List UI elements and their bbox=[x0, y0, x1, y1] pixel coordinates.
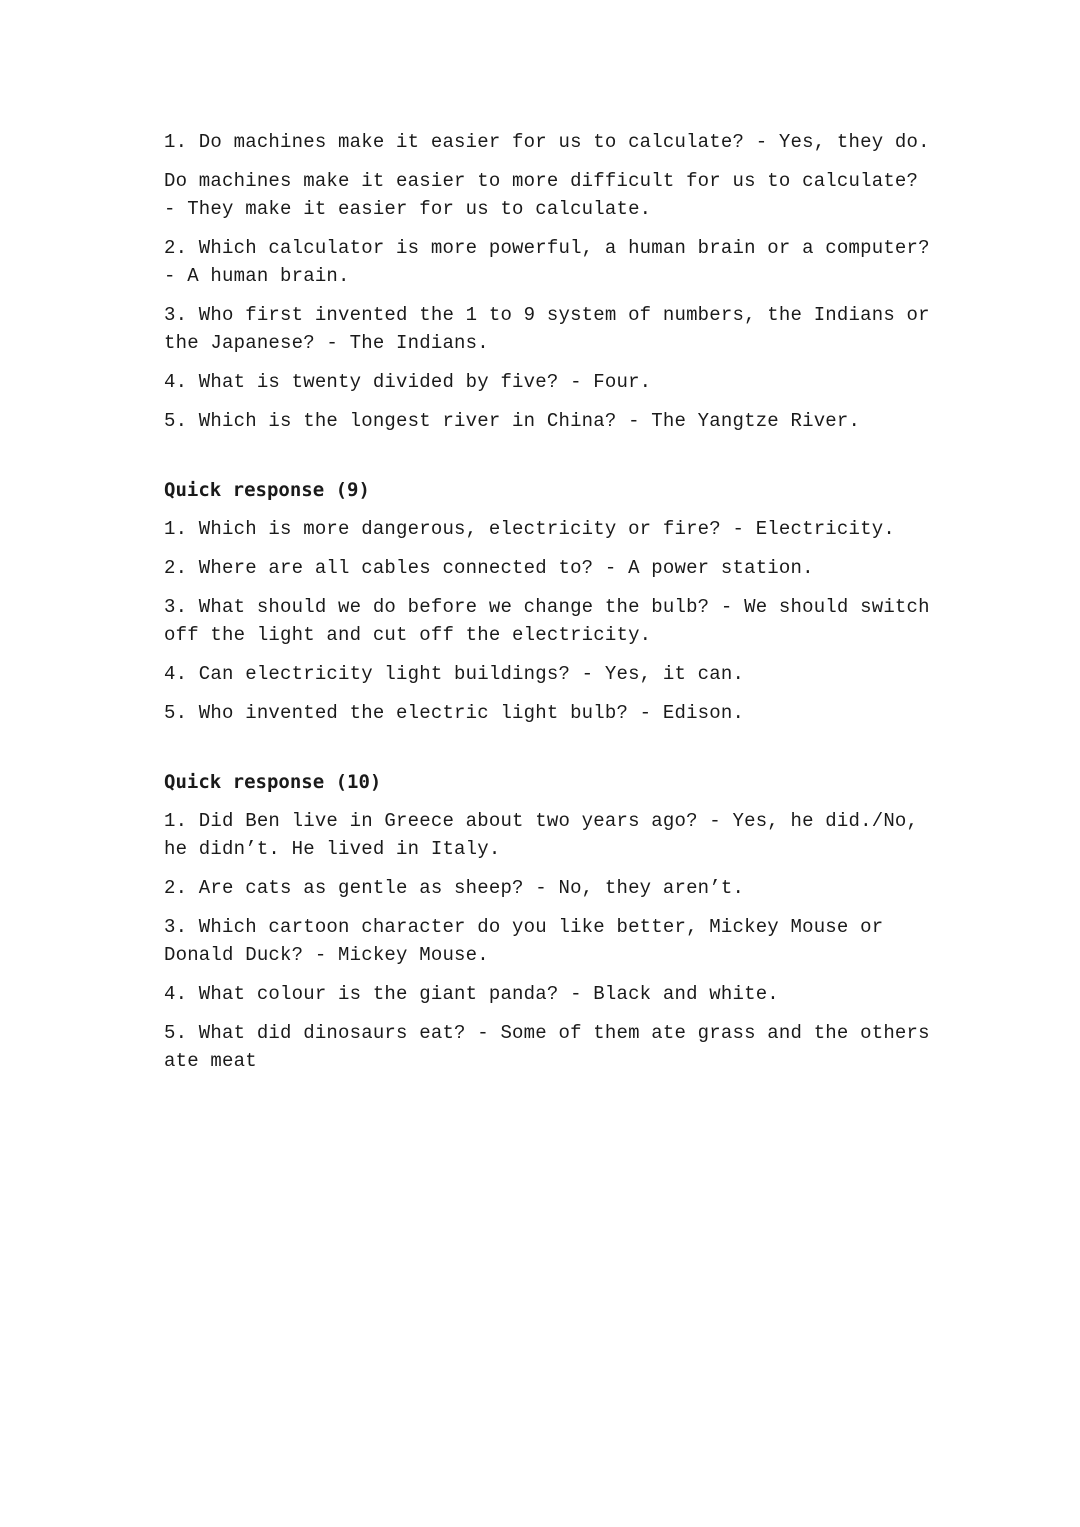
qa-item: 5. Which is the longest river in China? - The Yangtze River. bbox=[164, 410, 861, 432]
qa-item: 4. What colour is the giant panda? - Black and white. bbox=[164, 983, 779, 1005]
qa-item: 3. Which cartoon character do you like better, Mickey Mouse or Donald Duck? - Mickey Mouse. bbox=[164, 916, 884, 966]
qa-item: 5. What did dinosaurs eat? - Some of them ate grass and the others ate meat bbox=[164, 1022, 930, 1072]
section-quick-response-10 bbox=[164, 768, 934, 1075]
document-page bbox=[164, 128, 934, 1086]
qa-item: 2. Which calculator is more powerful, a human brain or a computer? - A human brain. bbox=[164, 237, 930, 287]
section-quick-response-9 bbox=[164, 476, 934, 727]
qa-item: 2. Where are all cables connected to? - A power station. bbox=[164, 557, 814, 579]
qa-item: 4. Can electricity light buildings? - Yes, it can. bbox=[164, 663, 745, 685]
qa-item: 4. What is twenty divided by five? - Four. bbox=[164, 371, 652, 393]
section-intro bbox=[164, 128, 934, 435]
section-heading: Quick response (10) bbox=[164, 771, 382, 793]
qa-item: 3. What should we do before we change the bulb? - We should switch off the light and cut off the electricity. bbox=[164, 596, 930, 646]
qa-item: 5. Who invented the electric light bulb? - Edison. bbox=[164, 702, 745, 724]
qa-item: 1. Did Ben live in Greece about two years ago? - Yes, he did./No, he didn’t. He lived in Italy. bbox=[164, 810, 919, 860]
qa-item: Do machines make it easier to more difficult for us to calculate? - They make it easier for us to calculate. bbox=[164, 170, 919, 220]
qa-item: 2. Are cats as gentle as sheep? - No, they aren’t. bbox=[164, 877, 745, 899]
qa-item: 3. Who first invented the 1 to 9 system of numbers, the Indians or the Japanese? - The Indians. bbox=[164, 304, 930, 354]
qa-item: 1. Which is more dangerous, electricity or fire? - Electricity. bbox=[164, 518, 895, 540]
section-heading: Quick response (9) bbox=[164, 479, 370, 501]
qa-item: 1. Do machines make it easier for us to calculate? - Yes, they do. bbox=[164, 131, 930, 153]
